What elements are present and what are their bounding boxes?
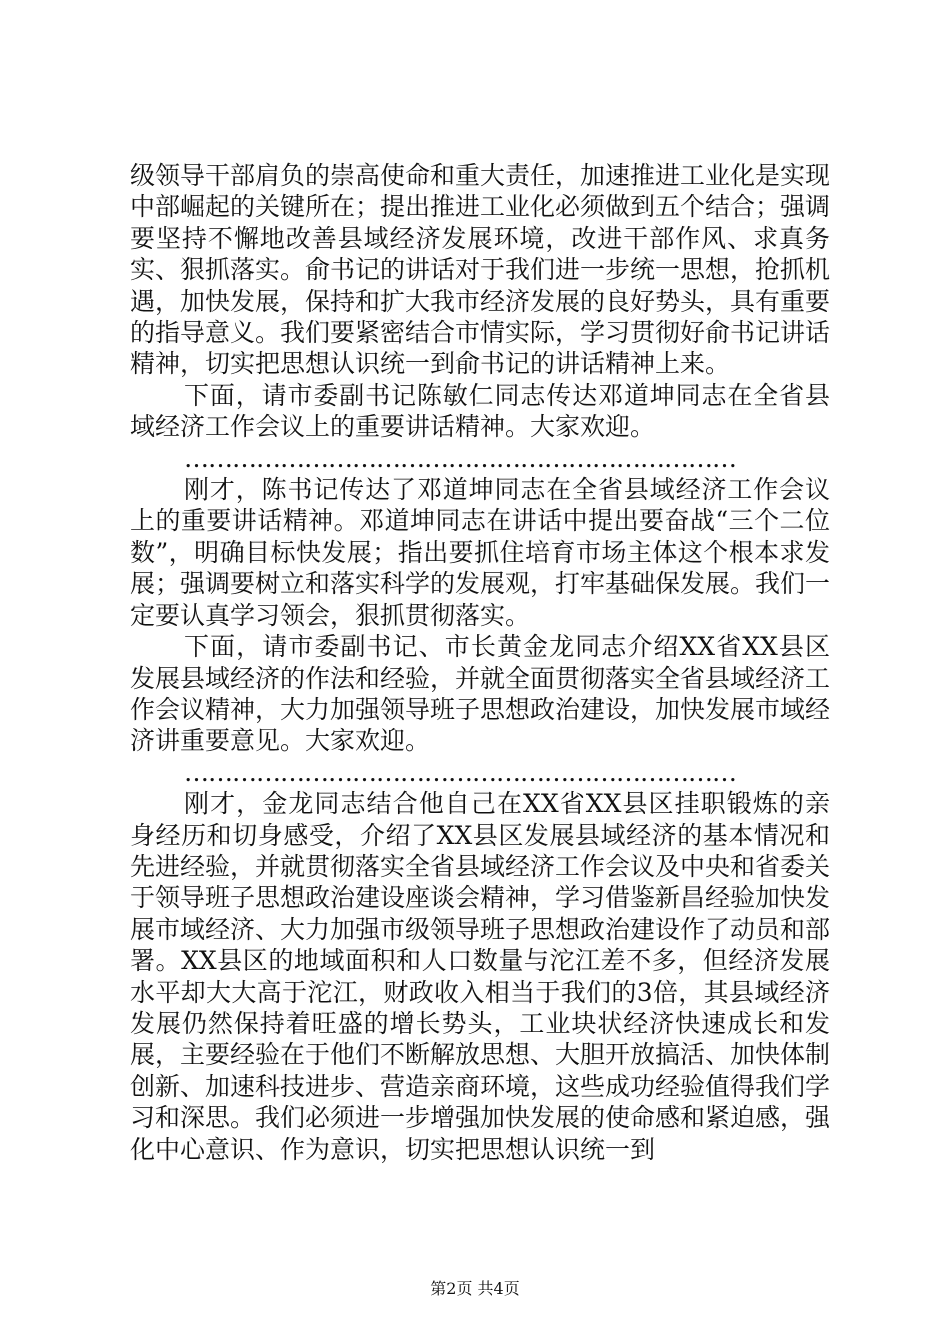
paragraph-introduce-huang: 下面，请市委副书记、市长黄金龙同志介绍XX省XX县区发展县域经济的作法和经验，并就全面贯彻落实全省县域经济工作会议精神，大力加强领导班子思想政治建设，加快发展市域经济讲重要意见。大家欢迎。 [130,632,831,756]
separator-ellipsis: …………………………………………………………… [184,757,736,787]
page-number-label: 第2页 共4页 [430,1279,520,1298]
document-body [130,160,830,1165]
paragraph-continuation: 级领导干部肩负的崇高使命和重大责任，加速推进工业化是实现中部崛起的关键所在；提出推进工业化必须做到五个结合；强调要坚持不懈地改善县域经济发展环境，改进干部作风、求真务实、狠抓落实。俞书记的讲话对于我们进一步统一思想，抢抓机遇，加快发展，保持和扩大我市经济发展的良好势头，具有重要的指导意义。我们要紧密结合市情实际，学习贯彻好俞书记讲话精神，切实把思想认识统一到俞书记的讲话精神上来。 [130,161,831,379]
page-footer [0,1276,950,1299]
paragraph-introduce-chen: 下面，请市委副书记陈敏仁同志传达邓道坤同志在全省县域经济工作会议上的重要讲话精神。大家欢迎。 [130,380,830,442]
paragraph-summary-deng: 刚才，陈书记传达了邓道坤同志在全省县域经济工作会议上的重要讲话精神。邓道坤同志在讲话中提出要奋战“三个二位数”，明确目标快发展；指出要抓住培育市场主体这个根本求发展；强调要树立和落实科学的发展观，打牢基础保发展。我们一定要认真学习领会，狠抓贯彻落实。 [130,475,831,630]
paragraph-summary-jinlong: 刚才，金龙同志结合他自己在XX省XX县区挂职锻炼的亲身经历和切身感受，介绍了XX县区发展县域经济的基本情况和先进经验，并就贯彻落实全省县域经济工作会议及中央和省委关于领导班子思想政治建设座谈会精神，学习借鉴新昌经验加快发展市域经济、大力加强市级领导班子思想政治建设作了动员和部署。XX县区的地域面积和人口数量与沱江差不多，但经济发展水平却大大高于沱江，财政收入相当于我们的3倍，其县域经济发展仍然保持着旺盛的增长势头，工业块状经济快速成长和发展，主要经验在于他们不断解放思想、大胆开放搞活、加快体制创新、加速科技进步、营造亲商环境，这些成功经验值得我们学习和深思。我们必须进一步增强加快发展的使命感和紧迫感，强化中心意识、作为意识，切实把思想认识统一到 [130,789,831,1164]
separator-ellipsis: …………………………………………………………… [184,443,736,473]
